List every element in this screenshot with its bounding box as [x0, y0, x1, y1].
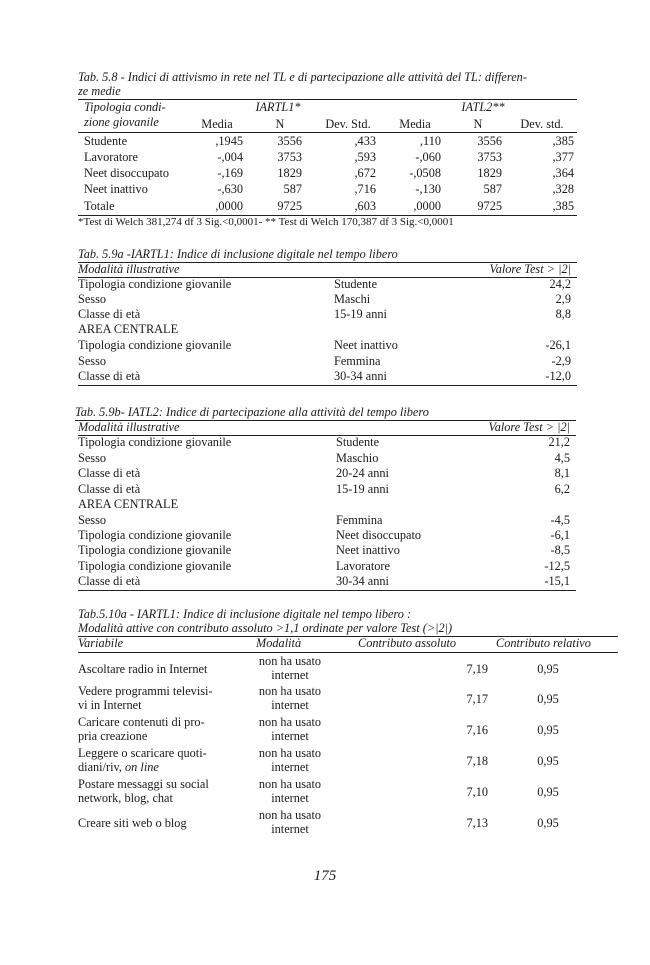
table-row [78, 497, 576, 512]
table-row [78, 559, 576, 574]
table-row [78, 338, 577, 353]
column-header: Media [399, 117, 431, 131]
table-cell: AREA CENTRALE [78, 497, 179, 511]
column-header: Variabile [78, 636, 124, 650]
table-cell: -,060 [415, 150, 441, 164]
column-header: Dev. Std. [325, 117, 371, 131]
modality-text: internet [271, 791, 309, 805]
table-cell: -2,9 [551, 354, 571, 368]
table-cell: 4,5 [554, 451, 570, 465]
table-cell: Maschio [336, 451, 379, 465]
table-row [78, 574, 576, 589]
table-cell: 15-19 anni [336, 482, 389, 496]
table-cell: Tipologia condizione giovanile [78, 528, 232, 542]
table-cell: Neet disoccupato [84, 166, 170, 180]
column-header: Contributo relativo [496, 636, 591, 650]
variable-text: Creare siti web o blog [78, 816, 187, 830]
table-row [78, 307, 577, 322]
table-row [78, 150, 577, 165]
table-cell: 21,2 [548, 435, 570, 449]
table-row [78, 322, 577, 337]
table-cell: Tipologia condizione giovanile [78, 543, 232, 557]
table-row [78, 777, 618, 808]
modality-text: internet [271, 729, 309, 743]
table-5-9b-header [78, 420, 576, 435]
table-cell: Femmina [334, 354, 381, 368]
table-cell: ,0000 [215, 199, 243, 213]
modality-text: internet [271, 760, 309, 774]
column-header: zione giovanile [84, 115, 159, 129]
table-cell: Classe di età [78, 307, 141, 321]
table-cell: 587 [483, 182, 502, 196]
table-cell: Classe di età [78, 574, 141, 588]
caption-line: ze medie [78, 84, 121, 98]
table-row [78, 684, 618, 715]
table-cell: ,672 [354, 166, 376, 180]
table-cell: -8,5 [550, 543, 570, 557]
modality-text: internet [271, 822, 309, 836]
table-cell: Sesso [78, 292, 107, 306]
table-cell: 0,95 [537, 754, 559, 768]
table-5-9b-caption: Tab. 5.9b- IATL2: Indice di partecipazione alla attività del tempo libero [75, 405, 429, 419]
table-cell: Studente [334, 277, 378, 291]
table-rule [78, 590, 576, 591]
table-cell: -,130 [415, 182, 441, 196]
modality-text: internet [271, 698, 309, 712]
table-cell: 24,2 [549, 277, 571, 291]
table-cell: Studente [336, 435, 380, 449]
table-5-10a [78, 652, 618, 842]
table-cell: Femmina [336, 513, 383, 527]
table-cell: -15,1 [544, 574, 570, 588]
table-5-9a-caption: Tab. 5.9a -IARTL1: Indice di inclusione digitale nel tempo libero [78, 247, 398, 261]
table-cell: Tipologia condizione giovanile [78, 338, 232, 352]
table-cell: -,169 [217, 166, 243, 180]
table-cell: 7,10 [466, 785, 488, 799]
table-cell: 7,17 [466, 692, 488, 706]
table-cell: 7,19 [466, 662, 488, 676]
table-cell: ,716 [354, 182, 376, 196]
table-5-9b [78, 435, 576, 590]
table-cell: Lavoratore [84, 150, 138, 164]
table-cell: Lavoratore [336, 559, 390, 573]
table-cell: Sesso [78, 354, 107, 368]
table-cell [78, 746, 238, 774]
table-cell: -26,1 [545, 338, 571, 352]
column-header: Tipologia condi- [84, 100, 166, 114]
table-5-10a-header [78, 636, 618, 651]
table-cell: ,0000 [413, 199, 441, 213]
variable-text: Leggere o scaricare quoti- [78, 746, 207, 760]
table-5-9a-header [78, 262, 577, 277]
table-cell [242, 715, 338, 743]
variable-text: Vedere programmi televisi- [78, 684, 213, 698]
table-cell: 3753 [277, 150, 302, 164]
table-cell [78, 684, 238, 712]
table-cell: -4,5 [550, 513, 570, 527]
table-note: *Test di Welch 381,274 df 3 Sig.<0,0001- ** Test di Welch 170,387 df 3 Sig.<0,0001 [78, 216, 454, 228]
table-cell: 0,95 [537, 692, 559, 706]
column-header: Modalità illustrative [78, 420, 180, 434]
table-cell: 7,13 [466, 816, 488, 830]
table-cell: 3556 [477, 134, 502, 148]
column-header: Contributo assoluto [358, 636, 457, 650]
table-cell: Classe di età [78, 482, 141, 496]
table-row [78, 528, 576, 543]
table-cell: Tipologia condizione giovanile [78, 435, 232, 449]
table-cell: 7,16 [466, 723, 488, 737]
table-row [78, 369, 577, 384]
column-header: Modalità [256, 636, 302, 650]
table-cell: Classe di età [78, 466, 141, 480]
variable-text: Ascoltare radio in Internet [78, 662, 208, 676]
table-cell: 30-34 anni [334, 369, 387, 383]
table-cell: Neet inattivo [336, 543, 400, 557]
table-row [78, 199, 577, 214]
table-cell: 0,95 [537, 662, 559, 676]
table-cell: ,385 [552, 199, 574, 213]
variable-text: vi in Internet [78, 698, 142, 712]
group-header: IATL2** [461, 100, 505, 114]
table-cell [242, 777, 338, 805]
table-cell: 9725 [277, 199, 302, 213]
table-cell: 2,9 [555, 292, 571, 306]
table-cell [78, 715, 238, 743]
table-cell: Studente [84, 134, 128, 148]
table-cell: 9725 [477, 199, 502, 213]
table-cell: 8,1 [554, 466, 570, 480]
variable-text: network, blog, chat [78, 791, 173, 805]
modality-text: internet [271, 668, 309, 682]
table-cell: 1829 [277, 166, 302, 180]
modality-text: non ha usato [258, 684, 322, 698]
table-5-8-body [78, 133, 577, 215]
table-5-8-caption [78, 70, 578, 98]
table-cell: 1829 [477, 166, 502, 180]
table-cell: 20-24 anni [336, 466, 389, 480]
table-cell: ,433 [354, 134, 376, 148]
table-cell: 3753 [477, 150, 502, 164]
variable-text: Postare messaggi su social [78, 777, 209, 791]
table-row [78, 513, 576, 528]
table-row [78, 166, 577, 181]
variable-text: Caricare contenuti di pro- [78, 715, 205, 729]
table-cell: 15-19 anni [334, 307, 387, 321]
table-cell: ,593 [354, 150, 376, 164]
table-row [78, 354, 577, 369]
table-cell: Neet inattivo [84, 182, 148, 196]
table-cell: ,603 [354, 199, 376, 213]
table-row [78, 808, 618, 839]
table-cell: ,364 [552, 166, 574, 180]
table-cell: Classe di età [78, 369, 141, 383]
column-header: N [473, 117, 483, 131]
table-cell: Neet disoccupato [336, 528, 422, 542]
table-rule [78, 385, 577, 386]
variable-text [78, 760, 238, 774]
variable-text: pria creazione [78, 729, 148, 743]
table-row [78, 277, 577, 292]
table-cell: ,377 [552, 150, 574, 164]
table-row [78, 466, 576, 481]
table-row [78, 134, 577, 149]
table-cell: -,630 [217, 182, 243, 196]
modality-text: non ha usato [258, 777, 322, 791]
modality-text: non ha usato [258, 808, 322, 822]
table-cell [78, 816, 238, 830]
table-cell [242, 654, 338, 682]
table-cell: Maschi [334, 292, 371, 306]
table-cell: ,1945 [215, 134, 243, 148]
group-header: IARTL1* [255, 100, 301, 114]
table-cell [242, 808, 338, 836]
table-row [78, 482, 576, 497]
table-cell: AREA CENTRALE [78, 322, 179, 336]
table-cell: Sesso [78, 451, 107, 465]
table-cell: -,004 [217, 150, 243, 164]
column-header: Dev. std. [520, 117, 564, 131]
modality-text: non ha usato [258, 654, 322, 668]
modality-text: non ha usato [258, 746, 322, 760]
table-cell: 587 [283, 182, 302, 196]
table-cell: -,0508 [409, 166, 441, 180]
table-row [78, 715, 618, 746]
table-cell: -12,0 [545, 369, 571, 383]
column-header: N [275, 117, 285, 131]
table-cell: Sesso [78, 513, 107, 527]
variable-text-part: diani/riv, [78, 760, 122, 774]
table-cell: 3556 [277, 134, 302, 148]
table-cell: Neet inattivo [334, 338, 398, 352]
table-cell: ,328 [552, 182, 574, 196]
page-number: 175 [313, 868, 337, 884]
table-row [78, 654, 618, 685]
table-row [78, 182, 577, 197]
variable-text-italic: on line [125, 760, 159, 774]
table-cell: Tipologia condizione giovanile [78, 559, 232, 573]
table-cell [242, 684, 338, 712]
table-cell: Totale [84, 199, 115, 213]
column-header: Valore Test > |2| [489, 262, 571, 276]
column-header: Media [201, 117, 233, 131]
table-row [78, 292, 577, 307]
table-cell [242, 746, 338, 774]
table-row [78, 435, 576, 450]
caption-line: Modalità attive con contributo assoluto >1,1 ordinate per valore Test (>|2|) [78, 621, 453, 635]
table-cell: ,385 [552, 134, 574, 148]
caption-line: Tab. 5.8 - Indici di attivismo in rete nel TL e di partecipazione alle attività del TL: differen- [78, 70, 527, 84]
column-header: Valore Test > |2| [488, 420, 570, 434]
table-cell: 7,18 [466, 754, 488, 768]
table-cell: ,110 [419, 134, 441, 148]
caption-line: Tab.5.10a - IARTL1: Indice di inclusione digitale nel tempo libero : [78, 607, 412, 621]
table-cell: -12,5 [544, 559, 570, 573]
table-cell [78, 662, 238, 676]
table-row [78, 746, 618, 777]
table-cell: 0,95 [537, 816, 559, 830]
table-cell: Tipologia condizione giovanile [78, 277, 232, 291]
table-cell: 0,95 [537, 785, 559, 799]
table-row [78, 451, 576, 466]
table-row [78, 543, 576, 558]
table-cell [78, 777, 238, 805]
table-cell: 6,2 [554, 482, 570, 496]
table-5-9a [78, 277, 577, 385]
column-header: Modalità illustrative [78, 262, 180, 276]
table-5-10a-caption [78, 607, 452, 635]
modality-text: non ha usato [258, 715, 322, 729]
table-cell: -6,1 [550, 528, 570, 542]
table-cell: 30-34 anni [336, 574, 389, 588]
table-cell: 8,8 [555, 307, 571, 321]
table-cell: 0,95 [537, 723, 559, 737]
